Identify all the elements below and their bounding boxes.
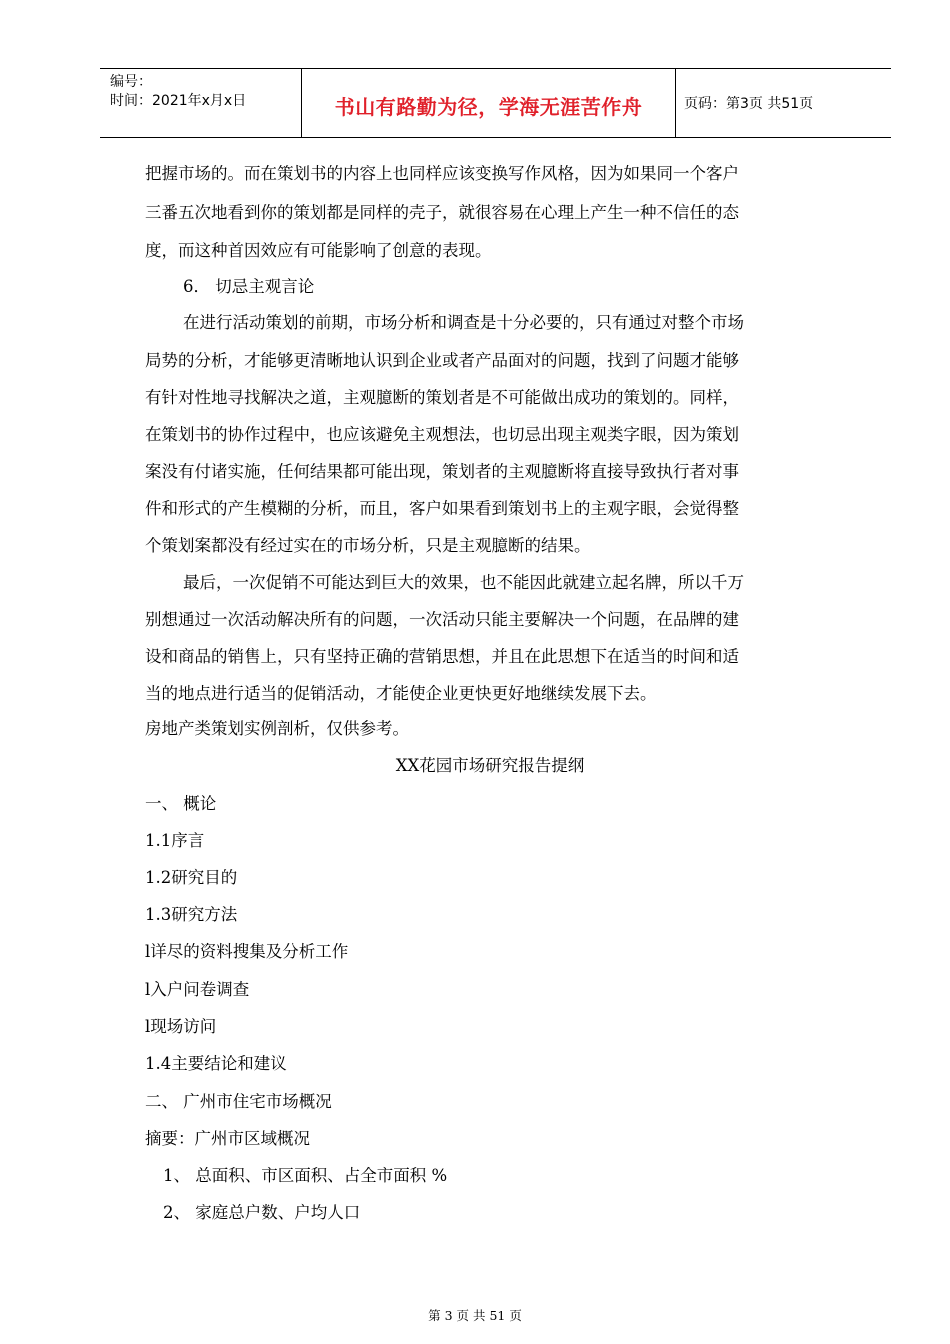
paragraph-line: 有针对性地寻找解决之道，主观臆断的策划者是不可能做出成功的策划的。同样，	[145, 388, 739, 407]
outline-item: 2、 家庭总户数、户均人口	[163, 1203, 361, 1222]
paragraph-line: 当的地点进行适当的促销活动，才能使企业更快更好地继续发展下去。	[145, 684, 657, 703]
header-page-cell	[676, 69, 891, 137]
outline-item: 1.4主要结论和建议	[145, 1054, 287, 1073]
paragraph-line: 把握市场的。而在策划书的内容上也同样应该变换写作风格，因为如果同一个客户	[145, 164, 739, 183]
paragraph-line: 三番五次地看到你的策划都是同样的壳子，就很容易在心理上产生一种不信任的态	[145, 203, 739, 222]
outline-item: 摘要：广州市区域概况	[145, 1129, 310, 1148]
outline-item: 1.3研究方法	[145, 905, 238, 924]
paragraph-line: 最后，一次促销不可能达到巨大的效果，也不能因此就建立起名牌，所以千万	[183, 573, 744, 592]
section-heading: 6． 切忌主观言论	[183, 277, 315, 296]
outline-item: 一、 概论	[145, 794, 217, 813]
paragraph-line: 在进行活动策划的前期，市场分析和调查是十分必要的，只有通过对整个市场	[183, 313, 744, 332]
outline-item: 二、 广州市住宅市场概况	[145, 1092, 332, 1111]
paragraph-line: 件和形式的产生模糊的分析，而且，客户如果看到策划书上的主观字眼，会觉得整	[145, 499, 739, 518]
report-title: XX花园市场研究报告提纲	[395, 756, 585, 775]
outline-item: 1.1序言	[145, 831, 205, 850]
page-header	[100, 68, 891, 138]
page-info: 页码：第3页 共51页	[684, 96, 814, 112]
paragraph-line: 个策划案都没有经过实在的市场分析，只是主观臆断的结果。	[145, 536, 591, 555]
outline-item: 1、 总面积、市区面积、占全市面积 %	[163, 1166, 448, 1185]
paragraph-line: 在策划书的协作过程中，也应该避免主观想法，也切忌出现主观类字眼，因为策划	[145, 425, 739, 444]
number-label: 编号：	[110, 74, 152, 90]
header-motto-cell	[302, 69, 676, 137]
date-label: 时间：2021年x月x日	[110, 93, 247, 109]
outline-item: 1.2研究目的	[145, 868, 238, 887]
paragraph-line: 设和商品的销售上，只有坚持正确的营销思想，并且在此思想下在适当的时间和适	[145, 647, 739, 666]
page-footer: 第 3 页 共 51 页	[428, 1308, 522, 1323]
paragraph-line: 别想通过一次活动解决所有的问题，一次活动只能主要解决一个问题，在品牌的建	[145, 610, 739, 629]
paragraph-line: 度，而这种首因效应有可能影响了创意的表现。	[145, 241, 492, 260]
header-meta-cell	[100, 69, 302, 137]
reference-note: 房地产类策划实例剖析，仅供参考。	[145, 719, 409, 738]
outline-item: l入户问卷调查	[145, 980, 250, 999]
paragraph-line: 案没有付诸实施，任何结果都可能出现，策划者的主观臆断将直接导致执行者对事	[145, 462, 739, 481]
paragraph-line: 局势的分析，才能够更清晰地认识到企业或者产品面对的问题，找到了问题才能够	[145, 351, 739, 370]
outline-item: l现场访问	[145, 1017, 217, 1036]
outline-item: l详尽的资料搜集及分析工作	[145, 942, 349, 961]
motto-text: 书山有路勤为径，学海无涯苦作舟	[334, 95, 643, 119]
